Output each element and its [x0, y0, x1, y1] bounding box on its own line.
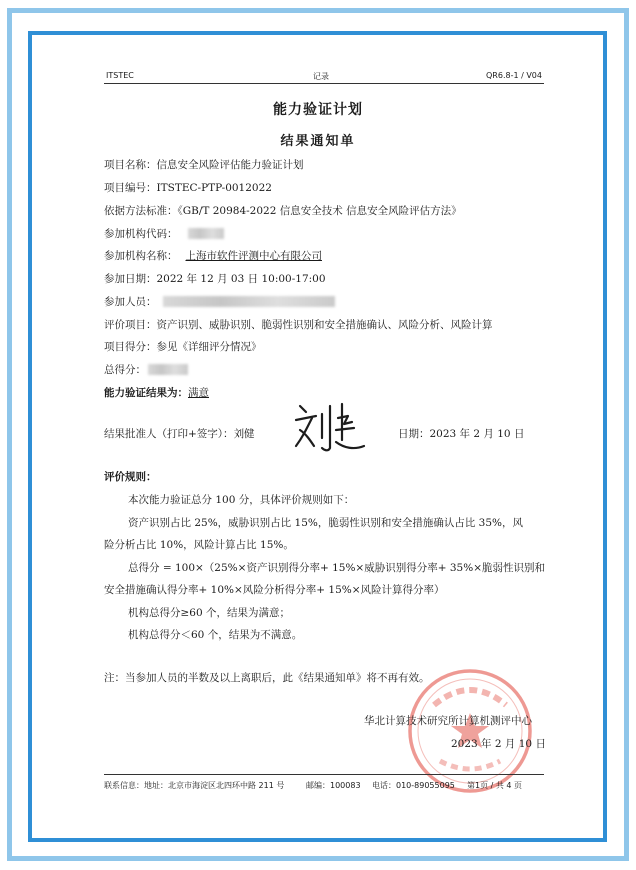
header-left: ITSTEC	[106, 71, 134, 80]
footer-contact: 联系信息：地址：北京市海淀区北四环中路 211 号	[104, 781, 285, 790]
project-no-label: 项目编号：	[104, 182, 157, 194]
items-value: 资产识别、威胁识别、脆弱性识别和安全措施确认、风险分析、风险计算	[156, 319, 493, 331]
project-name-row	[104, 158, 304, 172]
rules-line-5: 机构总得分＜60 个，结果为不满意。	[128, 629, 303, 641]
header-rule	[104, 83, 544, 84]
participants-label: 参加人员：	[104, 296, 157, 308]
total-label: 总得分：	[104, 364, 146, 376]
org-name-row	[104, 249, 322, 263]
org-code-row	[104, 227, 178, 241]
rules-line-2a: 资产识别占比 25%，威胁识别占比 15%，脆弱性识别和安全措施确认占比 35%，风	[128, 517, 524, 529]
rules-line-2b: 险分析占比 10%，风险计算占比 15%。	[104, 539, 294, 551]
issue-date: 2023 年 2 月 10 日	[451, 738, 546, 750]
result-label: 能力验证结果为：	[104, 387, 188, 399]
redacted-participants	[163, 296, 335, 307]
issuer-name: 华北计算技术研究所计算机测评中心	[364, 715, 532, 727]
approver-row	[104, 427, 255, 441]
footer-phone: 电话：010-89055095	[372, 781, 455, 790]
date-label: 参加日期：	[104, 273, 157, 285]
official-seal	[404, 665, 536, 797]
rules-line-3a: 总得分 = 100×（25%×资产识别得分率+ 15%×威胁识别得分率+ 35%×脆弱性识别和	[128, 562, 545, 574]
project-name-value: 信息安全风险评估能力验证计划	[156, 159, 304, 171]
method-label: 依据方法标准：	[104, 205, 178, 217]
approve-date-value: 2023 年 2 月 10 日	[429, 428, 525, 440]
org-name-value: 上海市软件评测中心有限公司	[185, 250, 322, 262]
items-label: 评价项目：	[104, 319, 157, 331]
footer-postcode: 邮编：100083	[306, 781, 361, 790]
project-no-value: ITSTEC-PTP-0012022	[156, 182, 272, 194]
score-value: 参见《详细评分情况》	[156, 341, 262, 353]
approve-date-label: 日期：	[398, 428, 430, 440]
method-value: 《GB/T 20984-2022 信息安全技术 信息安全风险评估方法》	[177, 205, 462, 217]
signature-image	[292, 400, 368, 456]
approver-value: 刘健	[233, 428, 255, 440]
project-no-row	[104, 181, 272, 195]
approve-date-row	[398, 427, 524, 441]
total-row	[104, 363, 146, 377]
project-name-label: 项目名称：	[104, 159, 157, 171]
score-row	[104, 340, 262, 354]
score-label: 项目得分：	[104, 341, 157, 353]
redacted-org-code	[188, 228, 224, 239]
participants-row	[104, 295, 157, 309]
org-code-label: 参加机构代码：	[104, 228, 178, 240]
footer-rule	[104, 774, 544, 775]
org-name-label: 参加机构名称：	[104, 250, 178, 262]
result-row	[104, 386, 209, 400]
document-title: 能力验证计划	[273, 102, 363, 118]
date-row	[104, 272, 326, 286]
header-center: 记录	[313, 72, 329, 81]
header-right: QR6.8-1 / V04	[486, 71, 542, 80]
footer-page: 第1页 / 共 4 页	[467, 781, 523, 790]
result-value: 满意	[188, 387, 209, 399]
validity-note: 注：当参加人员的半数及以上离职后，此《结果通知单》将不再有效。	[104, 672, 430, 684]
rules-line-4: 机构总得分≥60 个，结果为满意；	[128, 607, 290, 619]
rules-line-1: 本次能力验证总分 100 分，具体评价规则如下：	[128, 494, 355, 506]
rules-line-3b: 安全措施确认得分率+ 10%×风险分析得分率+ 15%×风险计算得分率）	[104, 584, 445, 596]
items-row	[104, 318, 493, 332]
date-value: 2022 年 12 月 03 日 10:00-17:00	[156, 273, 326, 285]
method-row	[104, 204, 462, 218]
rules-heading: 评价规则：	[104, 471, 157, 483]
approver-label: 结果批准人（打印+签字）：	[104, 428, 234, 440]
redacted-total	[148, 364, 188, 375]
document-subtitle: 结果通知单	[280, 134, 356, 149]
